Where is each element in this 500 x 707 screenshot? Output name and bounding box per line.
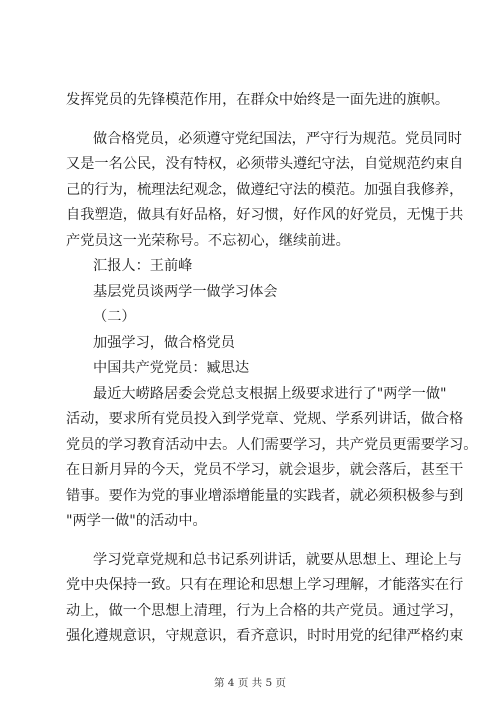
paragraph-line: 强化遵规意识，守规意识，看齐意识，时时用党的纪律严格约束 xyxy=(66,628,464,644)
paragraph-line: 己的行为，梳理法纪观念，做遵纪守法的模范。加强自我修养， xyxy=(66,181,464,198)
page-number-footer: 第 4 页 共 5 页 xyxy=(213,677,287,689)
reporter-line: 汇报人：王前峰 xyxy=(93,258,193,274)
paragraph-line: 又是一名公民，没有特权，必须带头遵纪守法，自觉规范约束自 xyxy=(66,156,464,172)
paragraph-line: 活动，要求所有党员投入到学党章、党规、学系列讲话，做合格 xyxy=(66,411,464,427)
paragraph-line: 自我塑造，做具有好品格，好习惯，好作风的好党员，无愧于共 xyxy=(66,207,464,223)
paragraph-line: 发挥党员的先锋模范作用，在群众中始终是一面先进的旗帜。 xyxy=(66,92,450,108)
author-line: 中国共产党党员：臧思达 xyxy=(93,360,250,376)
section-number: （二） xyxy=(93,309,136,325)
paragraph-line: 错事。要作为党的事业增添增能量的实践者，就必须积极参与到 xyxy=(66,487,464,504)
paragraph-line: "两学一做"的活动中。 xyxy=(66,513,207,529)
paragraph-line: 动上，做一个思想上清理，行为上合格的共产党员。通过学习， xyxy=(66,602,464,619)
paragraph-line: 学习党章党规和总书记系列讲话，就要从思想上、理论上与 xyxy=(93,551,462,568)
paragraph-line: 在日新月异的今天，党员不学习，就会退步，就会落后，甚至干 xyxy=(66,462,464,478)
paragraph-line: 党中央保持一致。只有在理论和思想上学习理解，才能落实在行 xyxy=(66,577,464,593)
document-body xyxy=(66,88,478,650)
paragraph-line: 产党员这一光荣称号。不忘初心，继续前进。 xyxy=(66,232,350,249)
section-heading: 加强学习，做合格党员 xyxy=(93,334,235,351)
paragraph-line: 做合格党员，必须遵守党纪国法，严守行为规范。党员同时 xyxy=(93,130,462,147)
article-title: 基层党员谈两学一做学习体会 xyxy=(93,283,278,300)
paragraph-line: 党员的学习教育活动中去。人们需要学习，共产党员更需要学习。 xyxy=(66,436,478,453)
paragraph-line: 最近大崂路居委会党总支根据上级要求进行了"两学一做" xyxy=(93,385,447,402)
